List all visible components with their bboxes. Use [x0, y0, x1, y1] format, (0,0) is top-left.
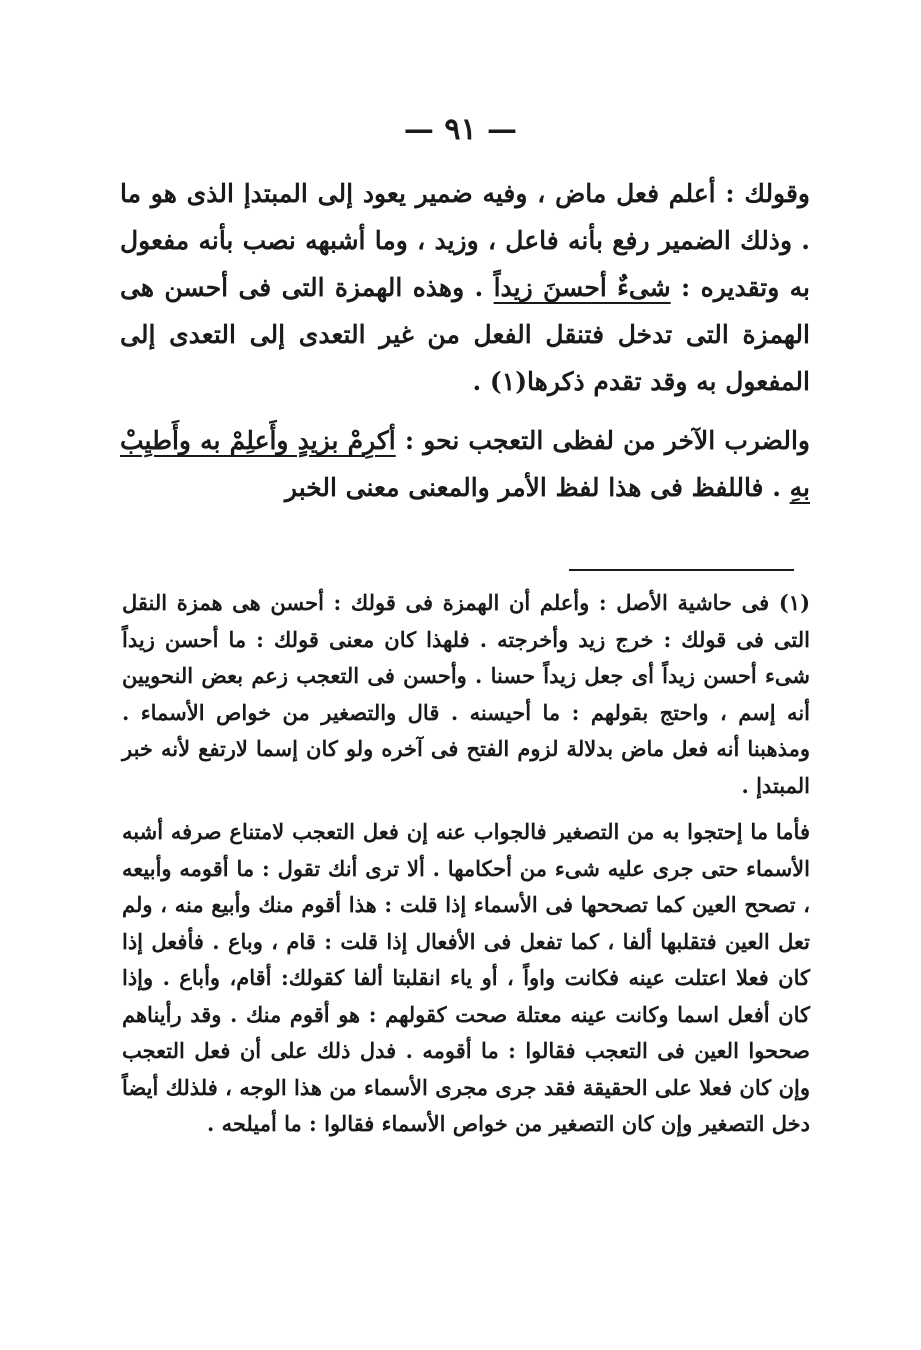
footnote-divider: [569, 569, 794, 571]
main-paragraph-2: [120, 417, 810, 511]
footnote-paragraph-1: (١) فى حاشية الأصل : وأعلم أن الهمزة فى قولك : أحسن هى همزة النقل التى فى قولك : خرج زيد وأخرجته . فلهذا كان معنى قولك : ما أحسن زيداً شىء أحسن زيداً أى جعل زيداً حسنا . وأحسن فى التعجب زعم بعض النحويين أنه إسم ، واحتج بقولهم : ما أحيسنه . قال والتصغير من خواص الأسماء . ومذهبنا أنه فعل ماض بدلالة لزوم الفتح فى آخره ولو كان إسما لارتفع لأنه خبر المبتدإ .: [122, 590, 810, 798]
main-paragraph-1-start: وقولك : أعلم فعل ماض ، وفيه ضمير يعود إلى المبتدإ الذى هو ما . وذلك الضمير رفع بأنه فاعل ، وزيد ، وما أشبهه نصب بأنه مفعول به وتقديره :: [120, 179, 810, 302]
main-paragraph-2-end: . فاللفظ فى هذا لفظ الأمر والمعنى معنى الخبر: [284, 473, 790, 502]
underlined-example-2: أكرِمْ بزيدٍ وأَعلِمْ به وأَطيِبْ بهِ: [120, 426, 810, 502]
page-number: — ٩١ —: [403, 112, 518, 147]
main-paragraph-2-start: والضرب الآخر من لفظى التعجب نحو :: [395, 426, 810, 455]
main-paragraph-1-end: . وهذه الهمزة التى فى أحسن هى الهمزة التى تدخل فتنقل الفعل من غير التعدى إلى التعدى إلى المفعول به وقد تقدم ذكرها(١) .: [120, 273, 810, 396]
footnotes: [122, 585, 810, 1143]
underlined-example-1: شىءٌ أحسنَ زيداً: [493, 273, 671, 302]
main-paragraph-1: [120, 170, 810, 405]
main-text: [120, 170, 810, 511]
footnote-paragraph-2: فأما ما إحتجوا به من التصغير فالجواب عنه إن فعل التعجب لامتناع صرفه أشبه الأسماء حتى جرى عليه شىء من أحكامها . ألا ترى أنك تقول : ما أقومه وأبيعه ، تصحح العين كما تصححها فى الأسماء إذا قلت : هذا أقوم منك وأبيع منه ، ولم تعل العين فتقلبها ألفا ، كما تفعل فى الأفعال إذا قلت : قام ، وباع . فأفعل إذا كان فعلا اعتلت عينه فكانت واواً ، أو ياء انقلبتا ألفا كقولك: أقام، وأباع . وإذا كان أفعل اسما وكانت عينه معتلة صحت كقولهم : هو أقوم منك . وقد رأيناهم صححوا العين فى التعجب فقالوا : ما أقومه . فدل ذلك على أن فعل التعجب وإن كان فعلا على الحقيقة فقد جرى مجرى الأسماء من هذا الوجه ، فلذلك أيضاً دخل التصغير وإن كان التصغير من خواص الأسماء فقالوا : ما أميلحه .: [122, 819, 810, 1136]
